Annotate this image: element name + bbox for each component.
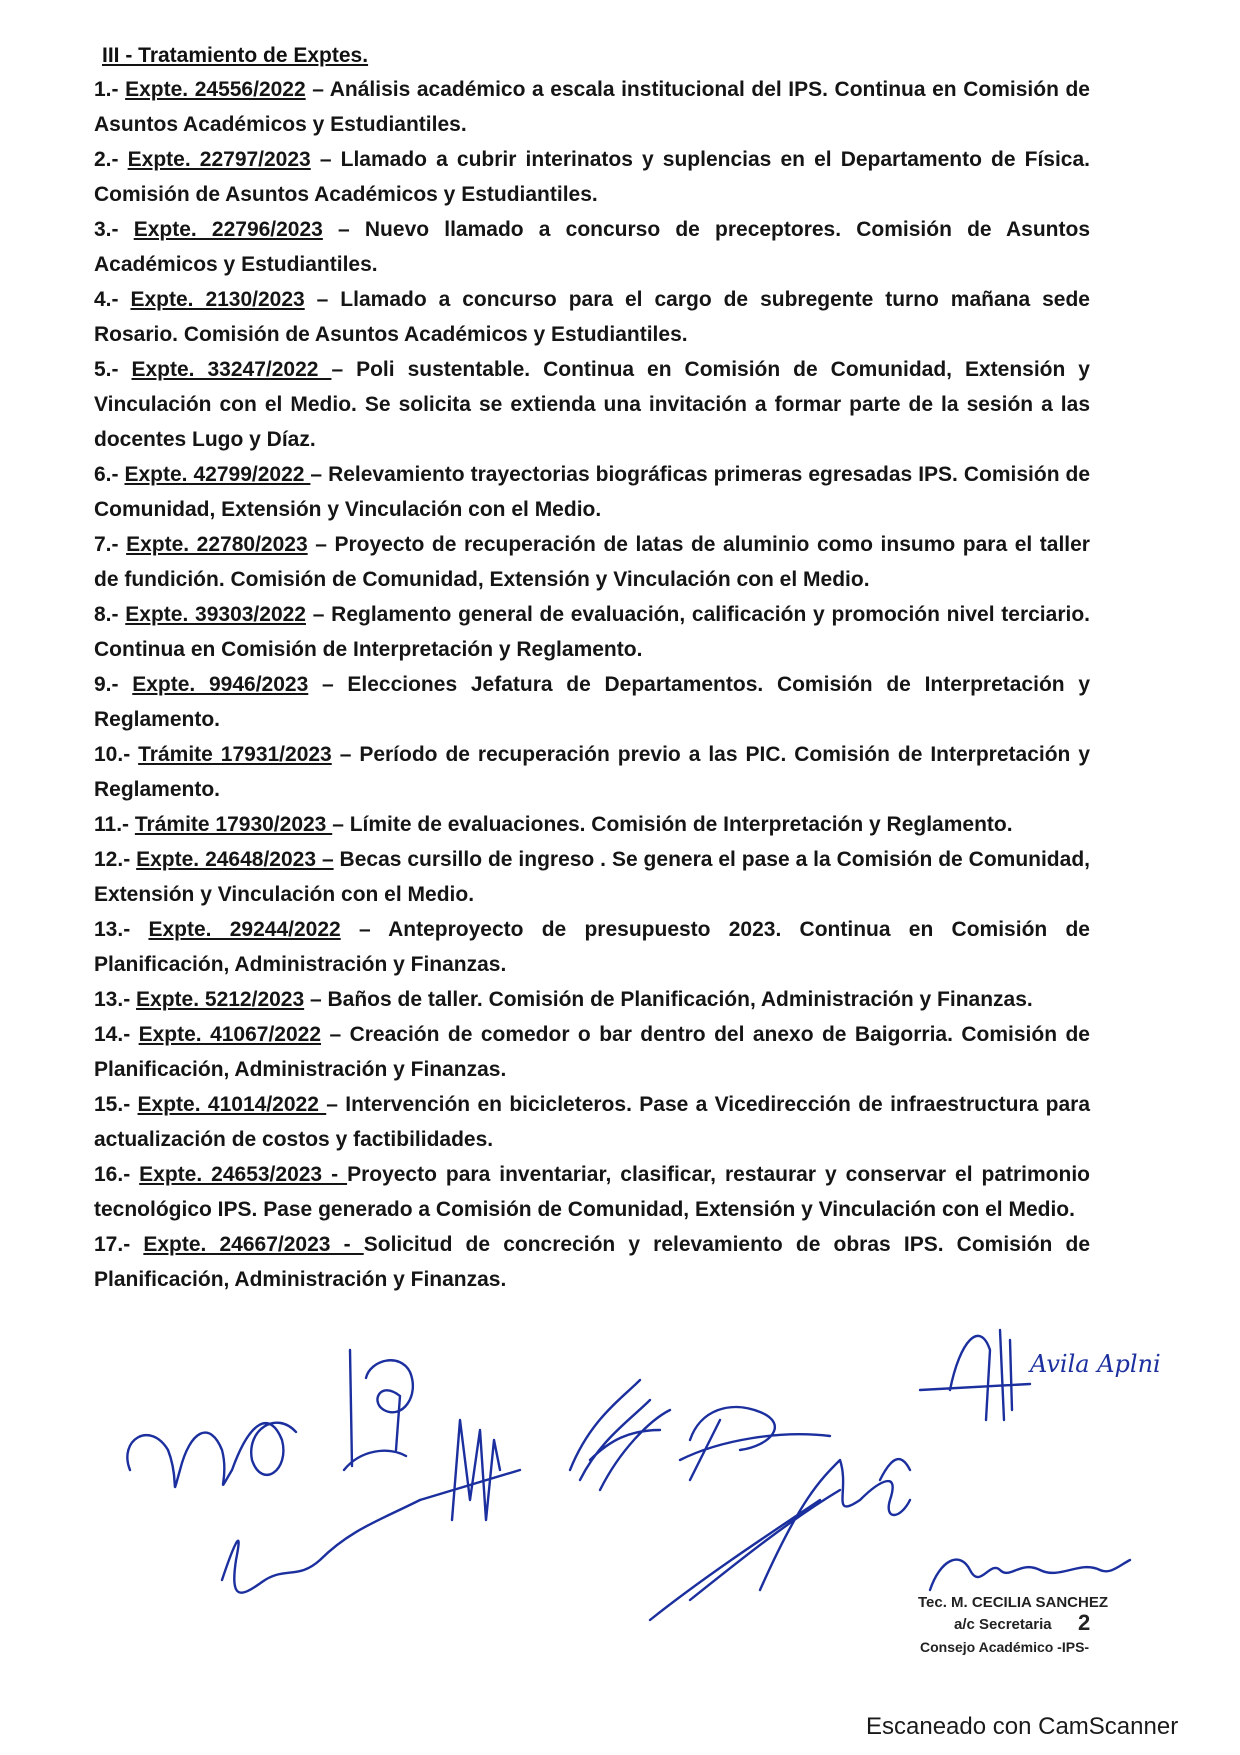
expediente-item xyxy=(94,1227,1090,1297)
page-number: 2 xyxy=(1078,1610,1091,1635)
expediente-item xyxy=(94,982,1090,1017)
item-description: – Intervención en bicicleteros. Pase a Vicedirección de infraestructura para actualización de costos y factibilidades. xyxy=(94,1093,1091,1151)
expediente-reference: Expte. 42799/2022 xyxy=(124,463,311,486)
signature-4 xyxy=(570,1380,670,1490)
expediente-item xyxy=(94,142,1090,212)
item-description: – Límite de evaluaciones. Comisión de Interpretación y Reglamento. xyxy=(332,813,1013,836)
expediente-reference: Expte. 24648/2023 – xyxy=(136,848,334,871)
expediente-reference: Trámite 17931/2023 xyxy=(138,743,332,766)
expediente-item xyxy=(94,352,1090,457)
expediente-reference: Expte. 24653/2023 - xyxy=(139,1163,348,1186)
item-number: 9.- xyxy=(94,673,119,696)
expediente-item xyxy=(94,1157,1090,1227)
item-description: – Análisis académico a escala institucional del IPS. Continua en Comisión de Asuntos Académicos y Estudiantiles. xyxy=(94,78,1090,136)
expediente-item xyxy=(94,282,1090,352)
item-description: – Baños de taller. Comisión de Planificación, Administración y Finanzas. xyxy=(304,988,1033,1011)
item-number: 13.- xyxy=(94,988,131,1011)
expediente-item xyxy=(94,737,1090,807)
item-description: – Relevamiento trayectorias biográficas primeras egresadas IPS. Comisión de Comunidad, Extensión y Vinculación con el Medio. xyxy=(94,463,1090,521)
expediente-item xyxy=(94,597,1090,667)
item-number: 10.- xyxy=(94,743,131,766)
expediente-reference: Expte. 24556/2022 xyxy=(125,78,306,101)
expediente-item xyxy=(94,667,1090,737)
expediente-reference: Expte. 9946/2023 xyxy=(132,673,309,696)
signature-3 xyxy=(420,1420,520,1520)
stamp-role: a/c Secretaria 2 xyxy=(954,1610,1091,1635)
item-description: – Creación de comedor o bar dentro del anexo de Baigorria. Comisión de Planificación, Administración y Finanzas. xyxy=(94,1023,1090,1081)
item-number: 7.- xyxy=(94,533,119,556)
expediente-reference: Trámite 17930/2023 xyxy=(134,813,333,836)
expediente-reference: Expte. 39303/2022 xyxy=(125,603,306,626)
expediente-item xyxy=(94,1087,1090,1157)
signature-5 xyxy=(650,1459,910,1620)
item-number: 14.- xyxy=(94,1023,131,1046)
expediente-item xyxy=(94,212,1090,282)
item-number: 3.- xyxy=(94,218,119,241)
item-number: 5.- xyxy=(94,358,119,381)
item-number: 16.- xyxy=(94,1163,131,1186)
item-number: 17.- xyxy=(94,1233,131,1256)
expediente-reference: Expte. 22796/2023 xyxy=(133,218,323,241)
expediente-list xyxy=(94,72,1090,1297)
item-number: 8.- xyxy=(94,603,119,626)
item-description: – Elecciones Jefatura de Departamentos. Comisión de Interpretación y Reglamento. xyxy=(94,673,1090,731)
item-number: 6.- xyxy=(94,463,119,486)
item-description: – Período de recuperación previo a las PIC. Comisión de Interpretación y Reglamento. xyxy=(94,743,1090,801)
item-number: 1.- xyxy=(94,78,119,101)
item-description: – Proyecto de recuperación de latas de aluminio como insumo para el taller de fundición. Comisión de Comunidad, Extensión y Vinculación con el Medio. xyxy=(94,533,1090,591)
item-number: 15.- xyxy=(94,1093,131,1116)
item-description: – Poli sustentable. Continua en Comisión de Comunidad, Extensión y Vinculación con el Medio. Se solicita se extienda una invitación a formar parte de la sesión a las docentes Lugo y Díaz. xyxy=(94,358,1090,451)
item-number: 13.- xyxy=(94,918,131,941)
item-description: – Llamado a cubrir interinatos y suplencias en el Departamento de Física. Comisión de Asuntos Académicos y Estudiantiles. xyxy=(94,148,1090,206)
item-number: 12.- xyxy=(94,848,131,871)
expediente-item xyxy=(94,807,1090,842)
expediente-item xyxy=(94,527,1090,597)
expediente-reference: Expte. 41014/2022 xyxy=(137,1093,327,1116)
signature-1 xyxy=(127,1423,296,1487)
expediente-reference: Expte. 5212/2023 xyxy=(136,988,305,1011)
item-number: 2.- xyxy=(94,148,119,171)
scanner-watermark: Escaneado con CamScanner xyxy=(866,1713,1179,1740)
item-description: – Nuevo llamado a concurso de preceptores. Comisión de Asuntos Académicos y Estudiantiles. xyxy=(94,218,1090,276)
expediente-item xyxy=(94,1017,1090,1087)
expediente-reference: Expte. 29244/2022 xyxy=(148,918,341,941)
expediente-item xyxy=(94,842,1090,912)
item-description: – Reglamento general de evaluación, calificación y promoción nivel terciario. Continua en Comisión de Interpretación y Reglamento. xyxy=(94,603,1090,661)
expediente-reference: Expte. 24667/2023 - xyxy=(143,1233,364,1256)
handwritten-note: Avila Aplni xyxy=(1030,1350,1161,1378)
expediente-reference: Expte. 33247/2022 xyxy=(131,358,332,381)
item-description: – Anteproyecto de presupuesto 2023. Continua en Comisión de Planificación, Administración y Finanzas. xyxy=(94,918,1090,976)
expediente-item xyxy=(94,457,1090,527)
section-title: III - Tratamiento de Exptes. xyxy=(102,44,369,67)
signature-2 xyxy=(344,1350,413,1470)
stamp-body: Consejo Académico -IPS- xyxy=(920,1639,1090,1655)
secretary-stamp xyxy=(880,1592,1110,1658)
document-body xyxy=(94,44,1090,1297)
expediente-item xyxy=(94,912,1090,982)
item-description: – Llamado a concurso para el cargo de subregente turno mañana sede Rosario. Comisión de Asuntos Académicos y Estudiantiles. xyxy=(94,288,1090,346)
item-description: Solicitud de concreción y relevamiento de obras IPS. Comisión de Planificación, Administración y Finanzas. xyxy=(94,1233,1090,1291)
expediente-reference: Expte. 41067/2022 xyxy=(138,1023,322,1046)
stamp-name: Tec. M. CECILIA SANCHEZ xyxy=(917,1594,1108,1611)
item-description: Proyecto para inventariar, clasificar, restaurar y conservar el patrimonio tecnológico IPS. Pase generado a Comisión de Comunidad, Extensión y Vinculación con el Medio. xyxy=(94,1163,1091,1221)
expediente-reference: Expte. 22780/2023 xyxy=(126,533,308,556)
expediente-item xyxy=(94,72,1090,142)
item-number: 11.- xyxy=(94,813,130,836)
signature-7 xyxy=(930,1560,1130,1590)
item-description: Becas cursillo de ingreso . Se genera el pase a la Comisión de Comunidad, Extensión y Vinculación con el Medio. xyxy=(94,848,1090,906)
expediente-reference: Expte. 2130/2023 xyxy=(130,288,305,311)
expediente-reference: Expte. 22797/2023 xyxy=(127,148,311,171)
item-number: 4.- xyxy=(94,288,119,311)
signature-6 xyxy=(920,1330,1030,1420)
